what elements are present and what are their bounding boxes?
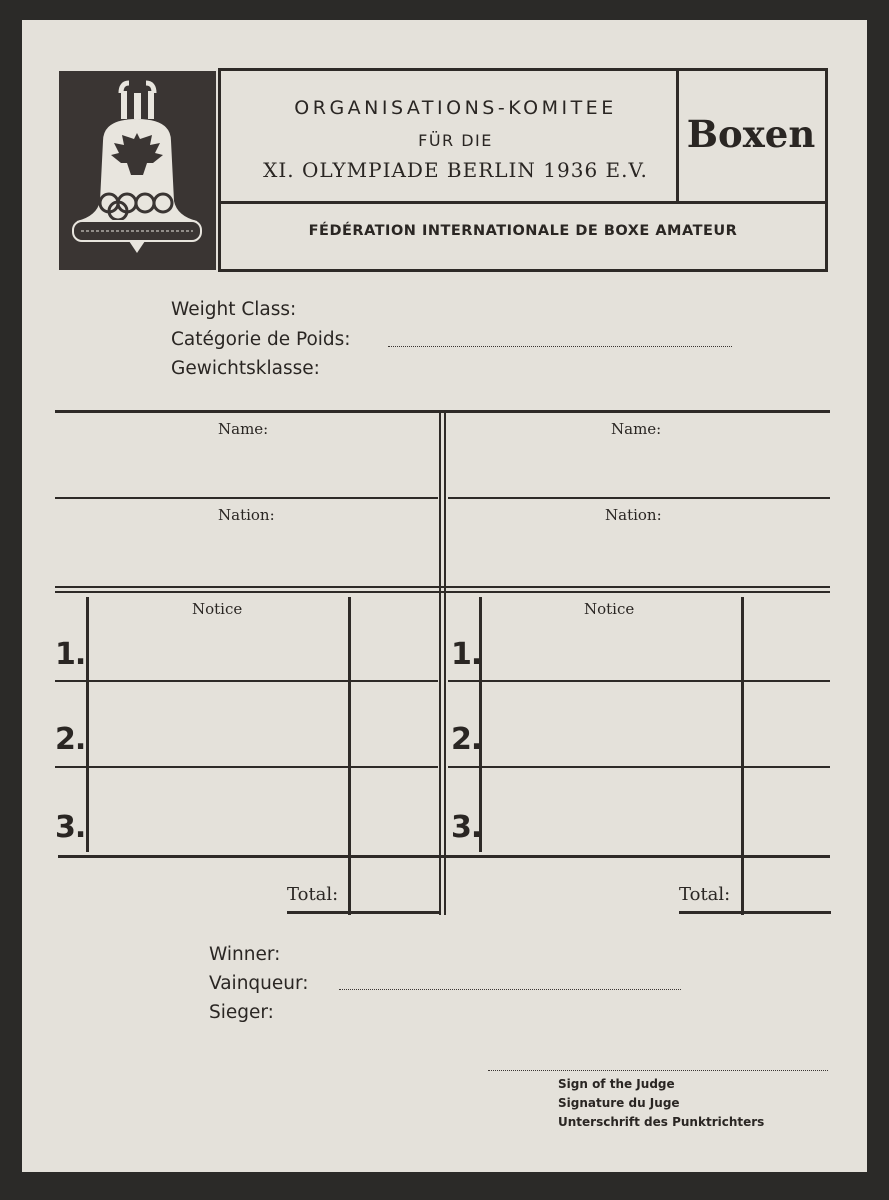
- rounds-bottom-rule: [58, 855, 830, 858]
- notice-label-left: Notice: [192, 600, 243, 618]
- org-title-line3: XI. OLYMPIADE BERLIN 1936 E.V.: [263, 158, 648, 182]
- nation-field-right[interactable]: [462, 518, 822, 580]
- round2-divider-right: [448, 766, 830, 768]
- federation-name: FÉDÉRATION INTERNATIONALE DE BOXE AMATEUR: [308, 223, 738, 239]
- olympic-bell-logo: [59, 71, 216, 270]
- points-col-rule-right: [741, 597, 744, 915]
- sport-title: Boxen: [686, 112, 816, 156]
- center-rule-right: [444, 412, 446, 915]
- weight-class-label-fr: Catégorie de Poids:: [171, 329, 351, 350]
- total-underline-right: [679, 911, 831, 914]
- judge-signature-line[interactable]: [488, 1070, 828, 1071]
- round2-divider-left: [55, 766, 438, 768]
- weight-class-label-en: Weight Class:: [171, 299, 297, 320]
- center-rule-left: [439, 412, 441, 915]
- total-field-right[interactable]: [745, 862, 830, 908]
- total-label-right: Total:: [679, 884, 731, 905]
- nation-field-left[interactable]: [67, 518, 427, 580]
- winner-label-de: Sieger:: [209, 1002, 274, 1023]
- org-title-line2: FÜR DIE: [418, 131, 493, 150]
- points-col-rule-left: [348, 597, 351, 915]
- signature-label-de: Unterschrift des Punktrichters: [558, 1115, 765, 1129]
- round-number-2-left: 2.: [55, 722, 86, 757]
- name-field-right[interactable]: [462, 432, 822, 492]
- boxers-bottom-rule-1: [55, 586, 830, 588]
- round1-divider-left: [55, 680, 438, 682]
- header-divider-horizontal: [218, 201, 825, 204]
- org-title-line1: ORGANISATIONS-KOMITEE: [294, 97, 617, 119]
- name-divider-left: [55, 497, 438, 499]
- boxers-bottom-rule-2: [55, 591, 830, 593]
- nation-label-right: Nation:: [605, 506, 662, 524]
- form-sheet: [22, 20, 867, 1172]
- signature-label-fr: Signature du Juge: [558, 1096, 680, 1110]
- name-label-left: Name:: [218, 420, 269, 438]
- bell-icon: [59, 71, 216, 270]
- round-col-rule-left: [86, 597, 89, 852]
- notice-label-right: Notice: [584, 600, 635, 618]
- total-label-left: Total:: [287, 884, 339, 905]
- name-divider-right: [448, 497, 830, 499]
- round1-divider-right: [448, 680, 830, 682]
- round-number-3-right: 3.: [451, 810, 482, 845]
- round-number-3-left: 3.: [55, 810, 86, 845]
- total-field-left[interactable]: [352, 862, 437, 908]
- total-underline-left: [287, 911, 439, 914]
- round-number-1-right: 1.: [451, 637, 482, 672]
- winner-field[interactable]: [339, 989, 681, 990]
- winner-label-en: Winner:: [209, 944, 281, 965]
- weight-class-field[interactable]: [388, 346, 732, 347]
- round-number-2-right: 2.: [451, 722, 482, 757]
- nation-label-left: Nation:: [218, 506, 275, 524]
- round-number-1-left: 1.: [55, 637, 86, 672]
- weight-class-label-de: Gewichtsklasse:: [171, 358, 320, 379]
- winner-label-fr: Vainqueur:: [209, 973, 309, 994]
- table-top-rule: [55, 410, 830, 413]
- name-field-left[interactable]: [67, 432, 427, 492]
- name-label-right: Name:: [611, 420, 662, 438]
- signature-label-en: Sign of the Judge: [558, 1077, 675, 1091]
